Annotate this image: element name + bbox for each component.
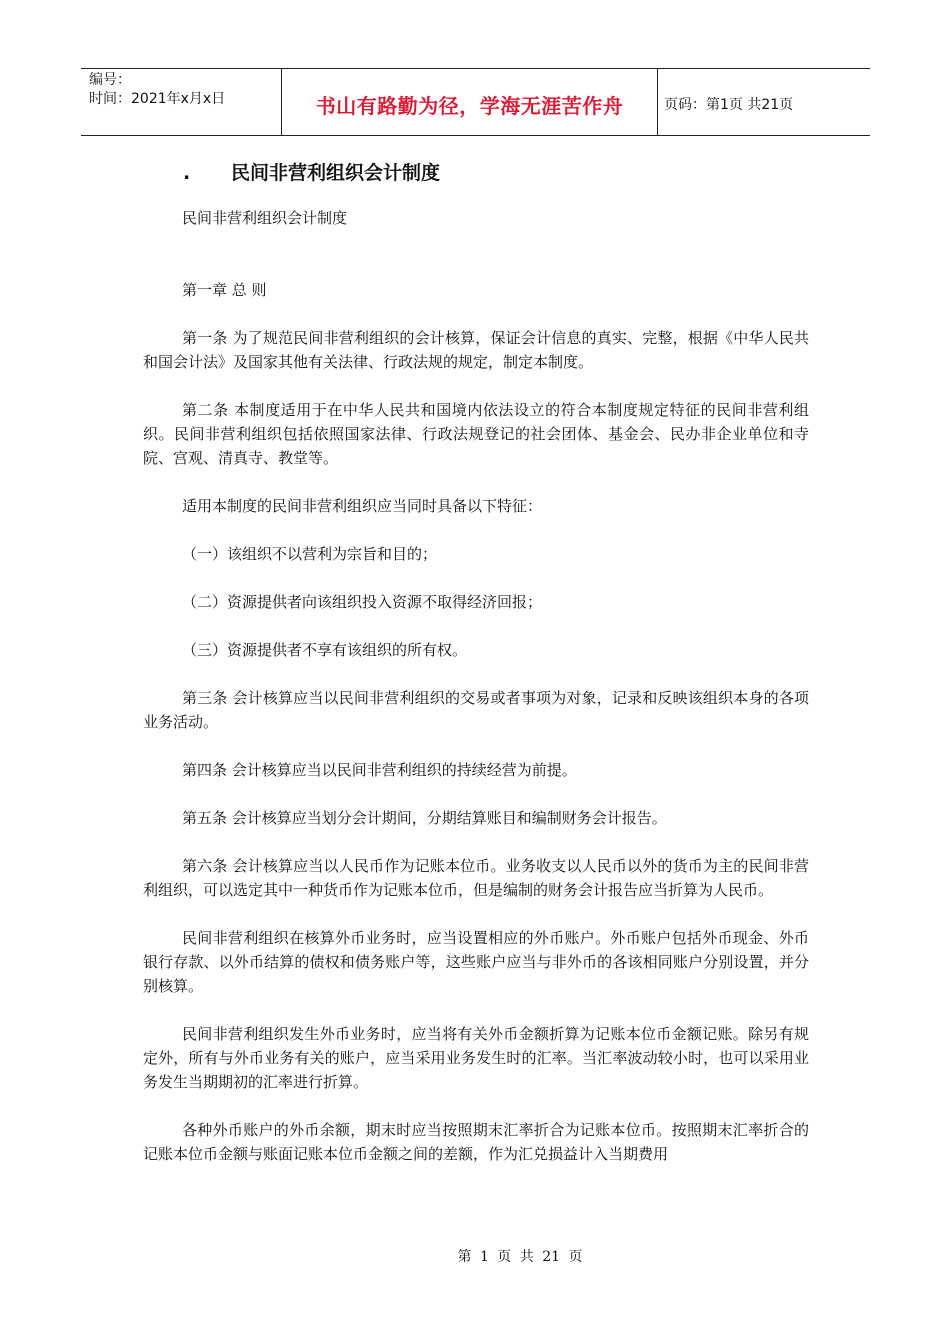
title-bullet: . <box>183 162 191 184</box>
list-item: （三）资源提供者不享有该组织的所有权。 <box>182 641 468 659</box>
body-paragraph: 民间非营利组织会计制度 <box>182 209 348 227</box>
document-title <box>183 158 440 185</box>
document-body <box>143 206 809 1166</box>
body-paragraph: 适用本制度的民间非营利组织应当同时具备以下特征： <box>182 497 543 515</box>
header-motto: 书山有路勤为径，学海无涯苦作舟 <box>315 93 624 118</box>
document-header <box>81 68 870 136</box>
body-paragraph: 民间非营利组织在核算外币业务时，应当设置相应的外币账户。外币账户包括外币现金、外币银行存款、以外币结算的债权和债务账户等，这些账户应当与非外币的各该相同账户分别设置，并分别核算。 <box>143 929 809 995</box>
article-paragraph: 第一条 为了规范民间非营利组织的会计核算，保证会计信息的真实、完整，根据《中华人民共和国会计法》及国家其他有关法律、行政法规的规定，制定本制度。 <box>143 329 809 371</box>
list-item: （二）资源提供者向该组织投入资源不取得经济回报； <box>182 593 543 611</box>
page-footer: 第 1 页 共 21 页 <box>457 1249 583 1265</box>
article-paragraph: 第六条 会计核算应当以人民币作为记账本位币。业务收支以人民币以外的货币为主的民间非营利组织，可以选定其中一种货币作为记账本位币，但是编制的财务会计报告应当折算为人民币。 <box>143 857 809 899</box>
article-paragraph: 第三条 会计核算应当以民间非营利组织的交易或者事项为对象，记录和反映该组织本身的各项业务活动。 <box>143 689 809 731</box>
title-text: 民间非营利组织会计制度 <box>231 162 441 184</box>
article-paragraph: 第四条 会计核算应当以民间非营利组织的持续经营为前提。 <box>182 761 577 779</box>
body-paragraph: 各种外币账户的外币余额，期末时应当按照期末汇率折合为记账本位币。按照期末汇率折合的记账本位币金额与账面记账本位币金额之间的差额，作为汇兑损益计入当期费用 <box>143 1121 809 1163</box>
article-paragraph: 第二条 本制度适用于在中华人民共和国境内依法设立的符合本制度规定特征的民间非营利组织。民间非营利组织包括依照国家法律、行政法规登记的社会团体、基金会、民办非企业单位和寺院、宫观、清真寺、教堂等。 <box>143 401 809 467</box>
chapter-heading: 第一章 总 则 <box>182 281 267 299</box>
document-date: 时间：2021年x月x日 <box>89 91 226 107</box>
article-paragraph: 第五条 会计核算应当划分会计期间，分期结算账目和编制财务会计报告。 <box>182 809 667 827</box>
list-item: （一）该组织不以营利为宗旨和目的； <box>182 545 438 563</box>
header-motto-cell <box>282 69 658 135</box>
header-page-cell <box>658 69 870 135</box>
document-number-label: 编号： <box>89 72 131 88</box>
header-meta-cell <box>81 69 282 135</box>
header-page-info: 页码：第1页 共21页 <box>664 97 794 113</box>
body-paragraph: 民间非营利组织发生外币业务时，应当将有关外币金额折算为记账本位币金额记账。除另有规定外，所有与外币业务有关的账户，应当采用业务发生时的汇率。当汇率波动较小时，也可以采用业务发生当期期初的汇率进行折算。 <box>143 1025 809 1091</box>
